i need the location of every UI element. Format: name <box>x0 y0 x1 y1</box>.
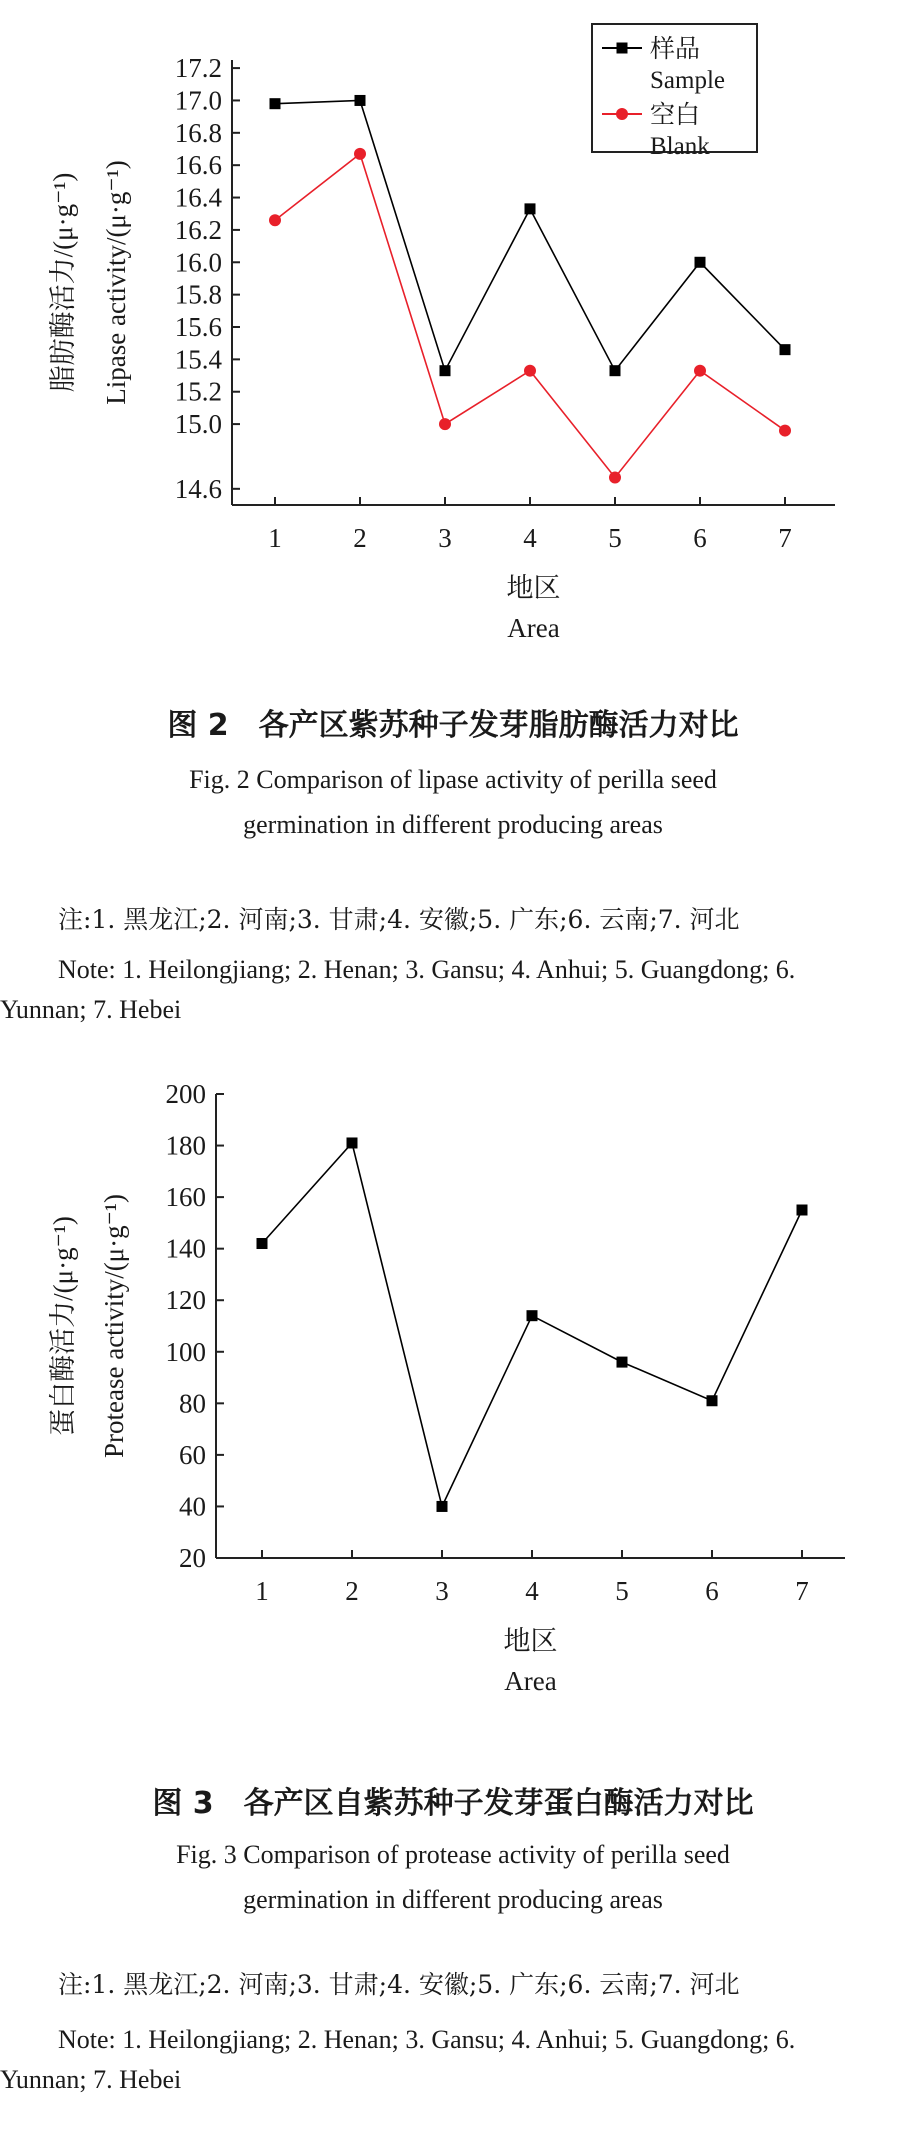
x-tick-label: 4 <box>523 523 537 553</box>
x-tick-label: 6 <box>693 523 707 553</box>
y-tick-label: 60 <box>179 1439 206 1470</box>
y-tick-label: 15.4 <box>174 344 222 375</box>
x-tick-label: 6 <box>705 1576 719 1606</box>
figure3-note-en: Note: 1. Heilongjiang; 2. Henan; 3. Gansu; 4. Anhui; 5. Guangdong; 6. Yunnan; 7. Hebei <box>0 2025 796 2094</box>
series-1-point <box>780 344 791 355</box>
legend-marker-2 <box>616 108 628 120</box>
series-2-point <box>694 365 706 377</box>
series-2-point <box>779 425 791 437</box>
series-1-point <box>440 365 451 376</box>
y-tick-label: 120 <box>165 1285 206 1316</box>
legend-marker-1 <box>617 43 628 54</box>
figure3-note-cn: 注:1. 黑龙江;2. 河南;3. 甘肃;4. 安徽;5. 广东;6. 云南;7. 河北 <box>58 1970 740 1999</box>
series-1-point <box>355 95 366 106</box>
figure3-caption-en-line1: Fig. 3 Comparison of protease activity of perilla seed <box>176 1840 730 1869</box>
legend-label-en-1: Sample <box>650 67 725 94</box>
series-2-point <box>524 365 536 377</box>
y-axis-title-cn: 蛋白酶活力/(μ·g⁻¹) <box>48 1216 78 1436</box>
series-1-point <box>347 1137 358 1148</box>
figure2-caption-en-line2: germination in different producing areas <box>243 810 663 839</box>
y-tick-label: 16.4 <box>174 182 222 213</box>
series-1-point <box>257 1238 268 1249</box>
y-tick-label: 160 <box>165 1182 206 1213</box>
y-tick-label: 20 <box>179 1543 206 1573</box>
x-tick-label: 3 <box>438 523 452 553</box>
y-tick-label: 16.0 <box>174 247 222 278</box>
series-2-point <box>354 148 366 160</box>
series-2-point <box>609 471 621 483</box>
series-1-point <box>617 1357 628 1368</box>
x-tick-label: 5 <box>615 1576 629 1606</box>
series-1-point <box>527 1310 538 1321</box>
series-1-point <box>610 365 621 376</box>
series-line-2 <box>275 154 785 478</box>
x-axis-title-cn: 地区 <box>503 1626 558 1656</box>
y-tick-label: 17.0 <box>174 85 222 116</box>
series-1-point <box>695 257 706 268</box>
x-tick-label: 5 <box>608 523 622 553</box>
y-tick-label: 16.8 <box>174 117 222 148</box>
lipase-chart <box>0 0 906 660</box>
y-tick-label: 15.8 <box>174 279 222 310</box>
y-tick-label: 140 <box>165 1233 206 1264</box>
series-1-point <box>797 1205 808 1216</box>
y-tick-label: 16.2 <box>174 214 222 245</box>
series-1-point <box>707 1395 718 1406</box>
y-tick-label: 200 <box>165 1079 206 1109</box>
x-axis-title-cn: 地区 <box>506 573 561 603</box>
x-tick-label: 2 <box>345 1576 359 1606</box>
y-tick-label: 16.6 <box>174 150 222 181</box>
series-1-point <box>437 1501 448 1512</box>
x-tick-label: 1 <box>268 523 282 553</box>
figure2-caption-cn: 图 2 各产区紫苏种子发芽脂肪酶活力对比 <box>167 708 739 743</box>
x-tick-label: 2 <box>353 523 367 553</box>
x-tick-label: 4 <box>525 1576 539 1606</box>
y-axis-title-en: Lipase activity/(μ·g⁻¹) <box>101 160 131 405</box>
x-axis-title-en: Area <box>504 1666 557 1696</box>
y-tick-label: 180 <box>165 1130 206 1161</box>
y-tick-label: 40 <box>179 1491 206 1522</box>
y-axis-title-en: Protease activity/(μ·g⁻¹) <box>99 1194 129 1458</box>
legend-label-en-2: Blank <box>650 133 710 160</box>
figure3-caption-en-line2: germination in different producing areas <box>243 1885 663 1914</box>
x-tick-label: 3 <box>435 1576 449 1606</box>
y-tick-label: 15.0 <box>174 409 222 440</box>
y-axis-title-cn: 脂肪酶活力/(μ·g⁻¹) <box>48 172 78 393</box>
figure3-caption-cn: 图 3 各产区自紫苏种子发芽蛋白酶活力对比 <box>152 1786 754 1821</box>
series-1-point <box>270 98 281 109</box>
legend-label-cn-2: 空白 <box>650 102 701 129</box>
figure2-note-en: Note: 1. Heilongjiang; 2. Henan; 3. Gansu; 4. Anhui; 5. Guangdong; 6. Yunnan; 7. Hebei <box>0 955 796 1024</box>
protease-chart <box>0 1070 906 1730</box>
y-tick-label: 15.6 <box>174 312 222 342</box>
x-tick-label: 1 <box>255 1576 269 1606</box>
series-2-point <box>269 214 281 226</box>
y-tick-label: 15.2 <box>174 376 222 407</box>
figure2-note-cn: 注:1. 黑龙江;2. 河南;3. 甘肃;4. 安徽;5. 广东;6. 云南;7. 河北 <box>58 905 740 934</box>
x-axis-title-en: Area <box>507 613 560 643</box>
legend-label-cn-1: 样品 <box>650 36 701 63</box>
x-tick-label: 7 <box>778 523 792 553</box>
y-tick-label: 80 <box>179 1388 206 1419</box>
y-tick-label: 17.2 <box>174 53 222 84</box>
series-line-1 <box>262 1143 802 1506</box>
x-tick-label: 7 <box>795 1576 809 1606</box>
series-1-point <box>525 203 536 214</box>
series-2-point <box>439 418 451 430</box>
y-tick-label: 100 <box>165 1336 206 1367</box>
figure2-caption-en-line1: Fig. 2 Comparison of lipase activity of perilla seed <box>189 765 717 794</box>
y-tick-label: 14.6 <box>174 473 222 504</box>
